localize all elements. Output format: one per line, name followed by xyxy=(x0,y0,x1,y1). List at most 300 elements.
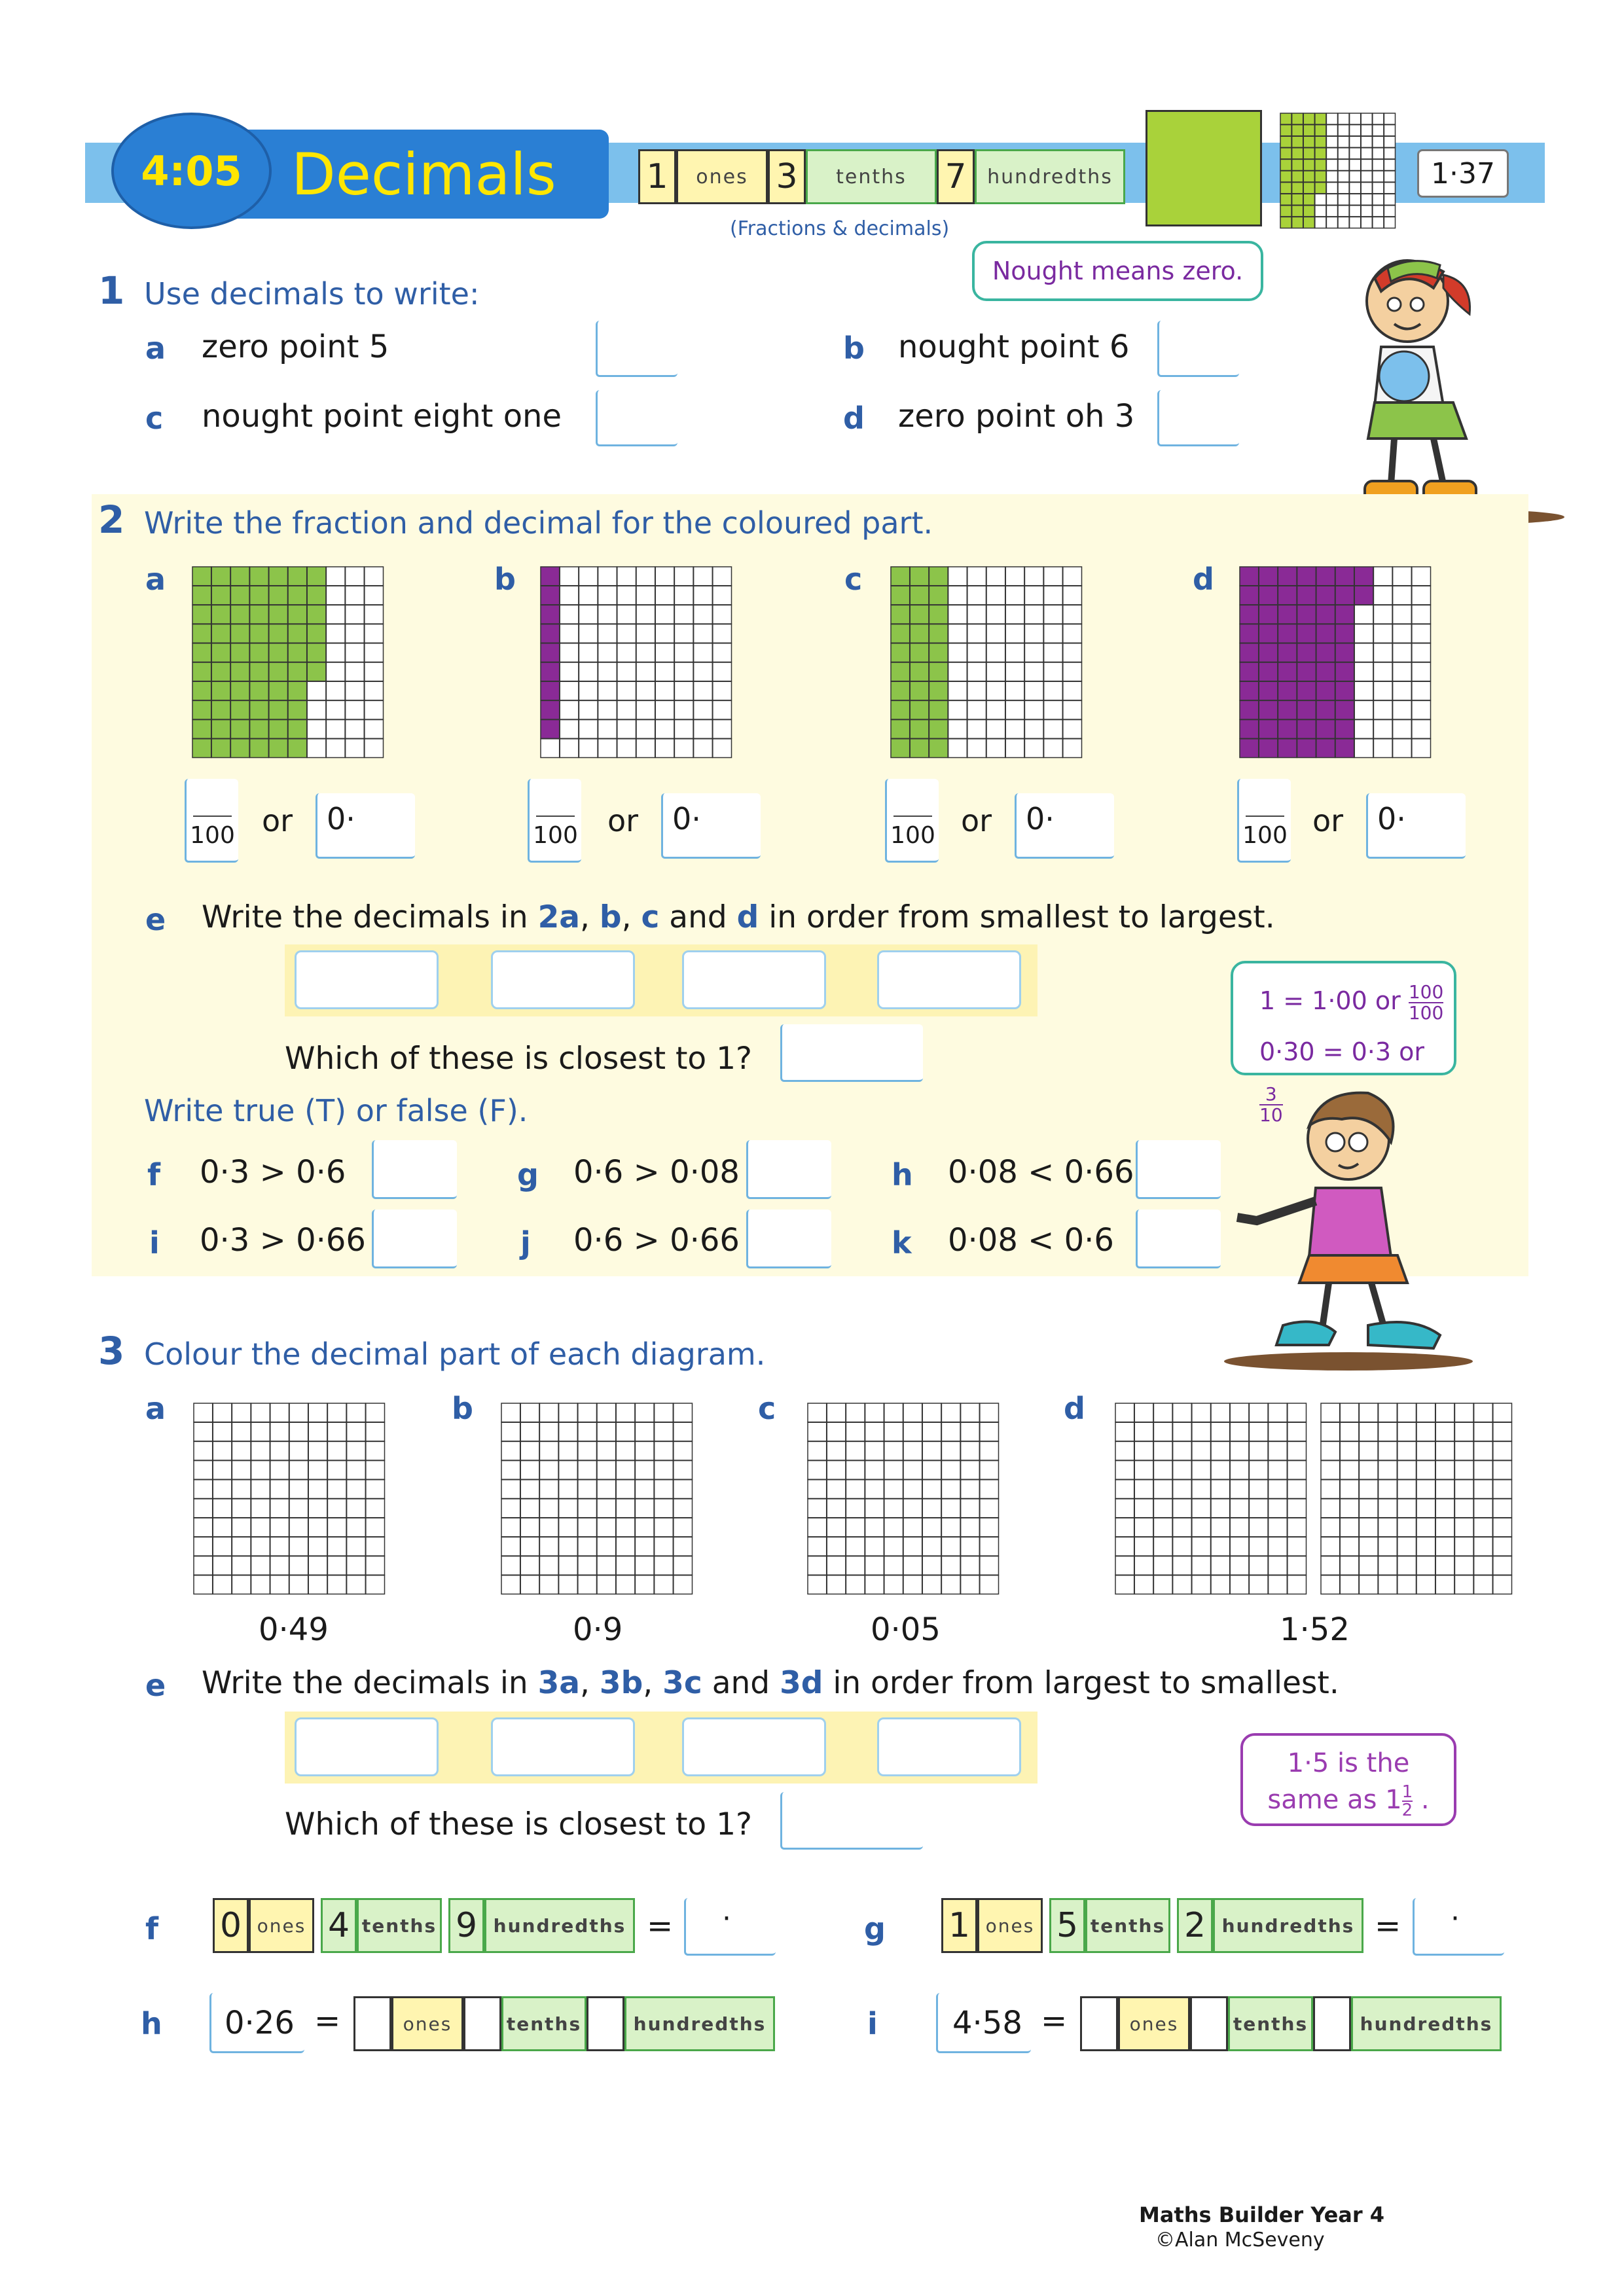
grid-cell xyxy=(559,1441,578,1460)
grid-cell xyxy=(1384,183,1395,194)
grid-cell xyxy=(1005,681,1024,700)
grid-cell xyxy=(617,605,636,624)
grid-cell xyxy=(674,643,693,662)
grid-cell xyxy=(865,1403,884,1422)
grid-cell xyxy=(250,700,269,719)
grid-cell xyxy=(1240,605,1259,624)
grid-cell xyxy=(597,1480,616,1499)
q2d-decimal-box[interactable]: 0· xyxy=(1366,793,1466,859)
grid-cell xyxy=(980,1499,999,1518)
q2b-denominator: 100 xyxy=(533,822,578,849)
q3b-hundred-grid[interactable] xyxy=(501,1403,695,1596)
grid-cell xyxy=(846,1422,865,1441)
grid-cell xyxy=(1269,1537,1288,1556)
grid-cell xyxy=(1134,1518,1153,1537)
grid-cell xyxy=(194,1422,213,1441)
speech-bubble-nought: Nought means zero. xyxy=(972,241,1263,301)
grid-cell xyxy=(1435,1480,1454,1499)
grid-cell xyxy=(1454,1518,1473,1537)
grid-cell xyxy=(827,1422,846,1441)
grid-cell xyxy=(903,1480,922,1499)
grid-cell xyxy=(903,1575,922,1594)
grid-cell xyxy=(346,586,365,605)
q2g-text: 0·6 > 0·08 xyxy=(573,1154,740,1191)
grid-cell xyxy=(636,586,655,605)
grid-cell xyxy=(1454,1461,1473,1480)
grid-cell xyxy=(1416,1461,1435,1480)
grid-cell xyxy=(1115,1575,1134,1594)
grid-cell xyxy=(655,662,674,681)
grid-cell xyxy=(1240,586,1259,605)
grid-cell xyxy=(1249,1575,1268,1594)
q2b-fraction-box[interactable] xyxy=(528,779,581,863)
q3e-closest-answer-box[interactable] xyxy=(780,1792,923,1850)
grid-cell xyxy=(674,567,693,586)
grid-cell xyxy=(1259,605,1278,624)
question-1-instruction: Use decimals to write: xyxy=(144,276,480,312)
grid-cell xyxy=(1288,1480,1307,1499)
grid-cell xyxy=(808,1556,827,1575)
q2c-decimal-box[interactable]: 0· xyxy=(1015,793,1114,859)
grid-cell xyxy=(213,1556,232,1575)
grid-cell xyxy=(846,1403,865,1422)
grid-cell xyxy=(1338,148,1349,159)
grid-cell xyxy=(1474,1480,1493,1499)
q2h-letter: h xyxy=(892,1157,913,1193)
grid-cell xyxy=(713,739,732,758)
grid-cell xyxy=(1398,1441,1416,1460)
grid-cell xyxy=(961,1441,980,1460)
grid-cell xyxy=(941,1441,960,1460)
grid-cell xyxy=(941,1537,960,1556)
grid-cell xyxy=(1354,643,1373,662)
grid-cell xyxy=(1280,125,1291,136)
q3h-ones-input[interactable] xyxy=(353,1996,391,2051)
grid-cell xyxy=(211,605,230,624)
grid-cell xyxy=(559,1556,578,1575)
grid-cell xyxy=(501,1537,520,1556)
grid-cell xyxy=(1361,183,1372,194)
place-value-caption: (Fractions & decimals) xyxy=(730,217,950,240)
grid-cell xyxy=(1326,136,1337,147)
grid-cell xyxy=(1384,136,1395,147)
grid-cell xyxy=(1115,1499,1134,1518)
grid-cell xyxy=(1435,1499,1454,1518)
grid-cell xyxy=(1280,206,1291,217)
grid-cell xyxy=(1153,1422,1172,1441)
grid-cell xyxy=(1269,1461,1288,1480)
grid-cell xyxy=(559,1575,578,1594)
grid-cell xyxy=(1412,720,1431,739)
grid-cell xyxy=(1259,586,1278,605)
grid-cell xyxy=(365,681,384,700)
grid-cell xyxy=(288,662,307,681)
q1c-letter: c xyxy=(145,401,164,436)
grid-cell xyxy=(307,700,326,719)
grid-cell xyxy=(910,624,929,643)
grid-cell xyxy=(1044,586,1063,605)
q2e-closest-answer-box[interactable] xyxy=(780,1024,923,1082)
grid-cell xyxy=(251,1441,270,1460)
grid-cell xyxy=(1259,567,1278,586)
grid-cell xyxy=(327,1480,346,1499)
grid-cell xyxy=(1379,1499,1398,1518)
q1d-answer-box[interactable] xyxy=(1157,390,1239,446)
grid-cell xyxy=(1493,1537,1512,1556)
q3e-order-box-3[interactable] xyxy=(682,1717,826,1776)
grid-cell xyxy=(1315,148,1326,159)
question-1-number: 1 xyxy=(98,268,125,313)
grid-cell xyxy=(232,1441,251,1460)
header-tenths-digit-box: 3 xyxy=(768,149,806,204)
grid-cell xyxy=(967,567,986,586)
q2e-order-box-4[interactable] xyxy=(877,950,1021,1009)
grid-cell xyxy=(1393,720,1412,739)
grid-cell xyxy=(1454,1537,1473,1556)
header-hundredths-label-box: hundredths xyxy=(975,149,1125,204)
grid-cell xyxy=(948,700,967,719)
grid-cell xyxy=(948,720,967,739)
grid-cell xyxy=(948,739,967,758)
grid-cell xyxy=(289,1499,308,1518)
grid-cell xyxy=(1024,567,1043,586)
grid-cell xyxy=(1134,1480,1153,1499)
grid-cell xyxy=(1435,1441,1454,1460)
grid-cell xyxy=(1373,194,1384,205)
q3g-hundredths-digit: 2 xyxy=(1177,1898,1213,1953)
q3d-hundred-grid-1[interactable] xyxy=(1115,1403,1308,1596)
grid-cell xyxy=(1278,624,1297,643)
grid-cell xyxy=(559,1403,578,1422)
grid-cell xyxy=(307,624,326,643)
grid-cell xyxy=(288,739,307,758)
q2b-decimal-box[interactable]: 0· xyxy=(661,793,761,859)
q2b-or: or xyxy=(607,803,639,838)
q1a-answer-box[interactable] xyxy=(596,321,677,377)
grid-cell xyxy=(1278,720,1297,739)
q3g-answer-box[interactable]: · xyxy=(1413,1898,1504,1956)
grid-cell xyxy=(941,1556,960,1575)
grid-cell xyxy=(598,700,617,719)
grid-cell xyxy=(1493,1441,1512,1460)
q3c-hundred-grid[interactable] xyxy=(807,1403,1001,1596)
grid-cell xyxy=(269,739,288,758)
grid-cell xyxy=(1326,113,1337,124)
grid-cell xyxy=(211,681,230,700)
grid-cell xyxy=(1359,1480,1378,1499)
grid-cell xyxy=(948,681,967,700)
q3d-value: 1·52 xyxy=(1280,1611,1350,1648)
grid-cell xyxy=(674,586,693,605)
q3i-tenths-input[interactable] xyxy=(1190,1996,1228,2051)
grid-cell xyxy=(579,720,598,739)
q3e-order-box-1[interactable] xyxy=(295,1717,439,1776)
grid-cell xyxy=(578,1480,597,1499)
header-tenths-label-box: tenths xyxy=(806,149,937,204)
grid-cell xyxy=(520,1461,539,1480)
grid-cell xyxy=(578,1441,597,1460)
grid-cell xyxy=(1338,217,1349,228)
grid-cell xyxy=(1315,113,1326,124)
grid-cell xyxy=(326,586,345,605)
grid-cell xyxy=(1063,586,1082,605)
grid-cell xyxy=(1211,1403,1230,1422)
grid-cell xyxy=(674,1480,693,1499)
grid-cell xyxy=(1373,136,1384,147)
grid-cell xyxy=(967,605,986,624)
grid-cell xyxy=(891,681,910,700)
grid-cell xyxy=(579,643,598,662)
grid-cell xyxy=(1044,567,1063,586)
grid-cell xyxy=(326,605,345,624)
grid-cell xyxy=(541,720,560,739)
q3e-order-box-2[interactable] xyxy=(491,1717,635,1776)
grid-cell xyxy=(941,1499,960,1518)
grid-cell xyxy=(910,662,929,681)
grid-cell xyxy=(1373,217,1384,228)
grid-cell xyxy=(597,1575,616,1594)
q2f-answer-box[interactable] xyxy=(372,1140,457,1199)
q2a-hundred-grid xyxy=(192,566,386,760)
grid-cell xyxy=(1315,183,1326,194)
grid-cell xyxy=(251,1480,270,1499)
grid-cell xyxy=(1393,739,1412,758)
grid-cell xyxy=(827,1441,846,1460)
grid-cell xyxy=(636,567,655,586)
grid-cell xyxy=(1292,113,1303,124)
q2e-order-box-3[interactable] xyxy=(682,950,826,1009)
q2h-answer-box[interactable] xyxy=(1136,1140,1221,1199)
grid-cell xyxy=(1303,194,1314,205)
grid-cell xyxy=(1249,1422,1268,1441)
grid-cell xyxy=(1454,1575,1473,1594)
grid-cell xyxy=(1321,1518,1340,1537)
grid-cell xyxy=(1379,1441,1398,1460)
grid-cell xyxy=(980,1537,999,1556)
grid-cell xyxy=(846,1441,865,1460)
q2k-answer-box[interactable] xyxy=(1136,1210,1221,1268)
grid-cell xyxy=(289,1575,308,1594)
grid-cell xyxy=(1373,171,1384,182)
grid-cell xyxy=(1288,1518,1307,1537)
grid-cell xyxy=(1259,662,1278,681)
grid-cell xyxy=(865,1461,884,1480)
grid-cell xyxy=(1153,1575,1172,1594)
grid-cell xyxy=(326,662,345,681)
grid-cell xyxy=(1240,739,1259,758)
grid-cell xyxy=(655,1480,674,1499)
grid-cell xyxy=(559,1480,578,1499)
q3a-hundred-grid[interactable] xyxy=(193,1403,387,1596)
q2j-answer-box[interactable] xyxy=(746,1210,831,1268)
grid-cell xyxy=(1361,217,1372,228)
grid-cell xyxy=(520,1499,539,1518)
grid-cell xyxy=(929,567,948,586)
grid-cell xyxy=(213,1499,232,1518)
grid-cell xyxy=(288,720,307,739)
grid-cell xyxy=(326,681,345,700)
grid-cell xyxy=(1354,739,1373,758)
grid-cell xyxy=(713,567,732,586)
grid-cell xyxy=(808,1441,827,1460)
q3f-answer-box[interactable]: · xyxy=(684,1898,776,1956)
grid-cell xyxy=(366,1537,385,1556)
grid-cell xyxy=(1230,1403,1249,1422)
q3f-tenths-digit: 4 xyxy=(321,1898,357,1953)
grid-cell xyxy=(1335,567,1354,586)
grid-cell xyxy=(884,1499,903,1518)
grid-cell xyxy=(1379,1518,1398,1537)
grid-cell xyxy=(1384,159,1395,170)
grid-cell xyxy=(808,1575,827,1594)
grid-cell xyxy=(1373,720,1392,739)
grid-cell xyxy=(1316,567,1335,586)
grid-cell xyxy=(1005,567,1024,586)
q3h-value-box: 0·26 xyxy=(209,1993,304,2053)
grid-cell xyxy=(539,1441,558,1460)
grid-cell xyxy=(232,1422,251,1441)
grid-cell xyxy=(922,1556,941,1575)
q3i-tenths-label: tenths xyxy=(1228,1996,1313,2051)
q3h-hundredths-input[interactable] xyxy=(586,1996,624,2051)
grid-cell xyxy=(655,1575,674,1594)
grid-cell xyxy=(635,1518,654,1537)
grid-cell xyxy=(929,624,948,643)
q2d-fraction-box[interactable] xyxy=(1237,779,1291,863)
grid-cell xyxy=(1134,1556,1153,1575)
grid-cell xyxy=(1292,194,1303,205)
grid-cell xyxy=(307,662,326,681)
q3h-tenths-input[interactable] xyxy=(463,1996,501,2051)
grid-cell xyxy=(1259,720,1278,739)
grid-cell xyxy=(674,1461,693,1480)
grid-cell xyxy=(1435,1575,1454,1594)
q2h-text: 0·08 < 0·66 xyxy=(948,1154,1134,1191)
q1c-answer-box[interactable] xyxy=(596,390,677,446)
grid-cell xyxy=(980,1441,999,1460)
grid-cell xyxy=(1393,567,1412,586)
grid-cell xyxy=(903,1518,922,1537)
grid-cell xyxy=(967,586,986,605)
q2i-answer-box[interactable] xyxy=(372,1210,457,1268)
grid-cell xyxy=(1350,194,1361,205)
grid-cell xyxy=(1173,1518,1192,1537)
grid-cell xyxy=(884,1556,903,1575)
q2g-answer-box[interactable] xyxy=(746,1140,831,1199)
grid-cell xyxy=(1359,1441,1378,1460)
grid-cell xyxy=(1134,1461,1153,1480)
grid-cell xyxy=(346,681,365,700)
grid-cell xyxy=(636,720,655,739)
grid-cell xyxy=(1454,1403,1473,1422)
grid-cell xyxy=(617,662,636,681)
grid-cell xyxy=(327,1422,346,1441)
grid-cell xyxy=(232,1575,251,1594)
q3i-hundredths-input[interactable] xyxy=(1313,1996,1351,2051)
q2e-order-box-1[interactable] xyxy=(295,950,439,1009)
grid-cell xyxy=(1335,720,1354,739)
q2a-fraction-box[interactable] xyxy=(185,779,238,863)
grid-cell xyxy=(616,1556,635,1575)
q1b-answer-box[interactable] xyxy=(1157,321,1239,377)
grid-cell xyxy=(891,643,910,662)
grid-cell xyxy=(560,681,579,700)
q2e-order-box-2[interactable] xyxy=(491,950,635,1009)
grid-cell xyxy=(1416,1537,1435,1556)
grid-cell xyxy=(922,1518,941,1537)
grid-cell xyxy=(366,1499,385,1518)
grid-cell xyxy=(289,1422,308,1441)
grid-cell xyxy=(288,643,307,662)
q2c-fraction-box[interactable] xyxy=(885,779,939,863)
grid-cell xyxy=(1288,1461,1307,1480)
grid-cell xyxy=(1005,643,1024,662)
grid-cell xyxy=(808,1403,827,1422)
grid-cell xyxy=(1315,171,1326,182)
grid-cell xyxy=(251,1499,270,1518)
grid-cell xyxy=(1297,681,1316,700)
grid-cell xyxy=(539,1556,558,1575)
grid-cell xyxy=(674,1441,693,1460)
grid-cell xyxy=(1278,567,1297,586)
q2c-denominator: 100 xyxy=(890,822,935,849)
grid-cell xyxy=(366,1461,385,1480)
q2a-letter: a xyxy=(145,562,166,597)
q2a-decimal-box[interactable]: 0· xyxy=(316,793,415,859)
grid-cell xyxy=(1416,1403,1435,1422)
grid-cell xyxy=(1361,171,1372,182)
grid-cell xyxy=(986,700,1005,719)
grid-cell xyxy=(365,624,384,643)
grid-cell xyxy=(1211,1422,1230,1441)
grid-cell xyxy=(1335,700,1354,719)
grid-cell xyxy=(1338,125,1349,136)
grid-cell xyxy=(346,605,365,624)
grid-cell xyxy=(211,739,230,758)
grid-cell xyxy=(1474,1461,1493,1480)
grid-cell xyxy=(597,1556,616,1575)
grid-cell xyxy=(346,700,365,719)
grid-cell xyxy=(1340,1461,1359,1480)
grid-cell xyxy=(192,643,211,662)
grid-cell xyxy=(635,1441,654,1460)
grid-cell xyxy=(1288,1403,1307,1422)
grid-cell xyxy=(865,1441,884,1460)
grid-cell xyxy=(1493,1556,1512,1575)
grid-cell xyxy=(808,1537,827,1556)
grid-cell xyxy=(501,1518,520,1537)
grid-cell xyxy=(250,662,269,681)
grid-cell xyxy=(713,681,732,700)
grid-cell xyxy=(559,1518,578,1537)
grid-cell xyxy=(1493,1499,1512,1518)
grid-cell xyxy=(891,567,910,586)
grid-cell xyxy=(1192,1461,1211,1480)
grid-cell xyxy=(1316,720,1335,739)
q3d-hundred-grid-2[interactable] xyxy=(1320,1403,1514,1596)
grid-cell xyxy=(636,643,655,662)
grid-cell xyxy=(1416,1480,1435,1499)
grid-cell xyxy=(289,1403,308,1422)
grid-cell xyxy=(1134,1499,1153,1518)
grid-cell xyxy=(967,739,986,758)
q3h-tenths-label: tenths xyxy=(501,1996,586,2051)
grid-cell xyxy=(961,1518,980,1537)
q2-tf-instruction: Write true (T) or false (F). xyxy=(144,1093,528,1128)
grid-cell xyxy=(541,624,560,643)
q3e-order-box-4[interactable] xyxy=(877,1717,1021,1776)
q3i-ones-input[interactable] xyxy=(1080,1996,1118,2051)
